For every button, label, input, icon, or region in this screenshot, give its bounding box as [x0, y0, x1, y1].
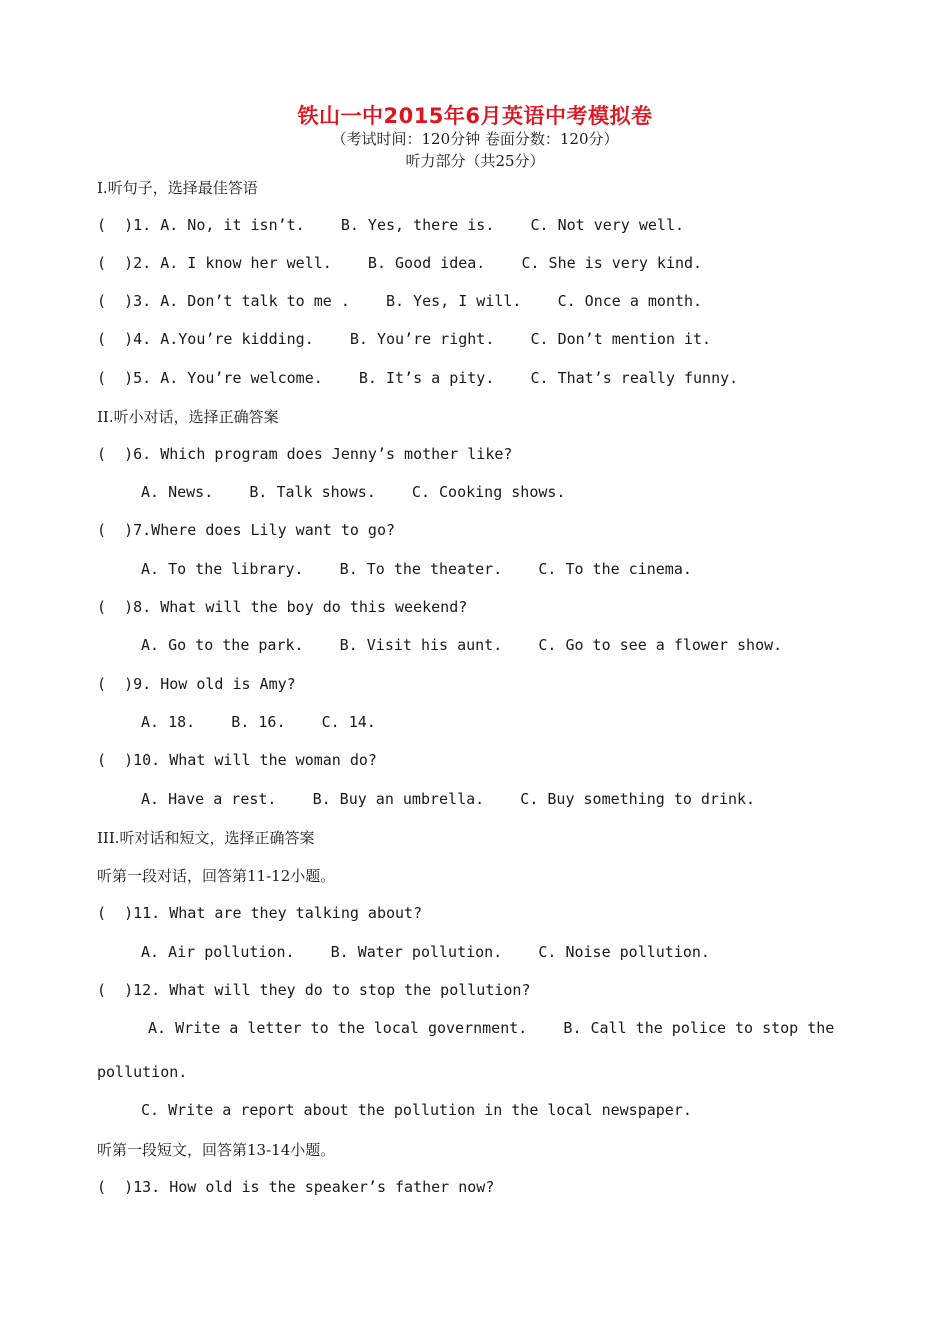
question-8: ( )8. What will the boy do this weekend?	[97, 598, 468, 616]
question-6: ( )6. Which program does Jenny’s mother like?	[97, 445, 513, 463]
question-1: ( )1. A. No, it isn’t. B. Yes, there is. C. Not very well.	[97, 216, 684, 234]
question-12-options-ab: A. Write a letter to the local government. B. Call the police to stop the	[148, 1019, 835, 1037]
question-2: ( )2. A. I know her well. B. Good idea. C. She is very kind.	[97, 254, 703, 272]
listening-section-title: 听力部分（共25分）	[405, 152, 545, 170]
exam-title: 铁山一中2015年6月英语中考模拟卷	[297, 104, 653, 128]
question-10: ( )10. What will the woman do?	[97, 751, 377, 769]
exam-info: （考试时间：120分钟 卷面分数：120分）	[331, 130, 619, 148]
question-12-option-c: C. Write a report about the pollution in the local newspaper.	[141, 1101, 692, 1119]
section-2-heading: II.听小对话，选择正确答案	[97, 408, 279, 426]
dialog-intro: 听第一段对话，回答第11-12小题。	[97, 867, 336, 885]
question-7: ( )7.Where does Lily want to go?	[97, 521, 396, 539]
question-11-options: A. Air pollution. B. Water pollution. C. Noise pollution.	[141, 943, 710, 961]
question-10-options: A. Have a rest. B. Buy an umbrella. C. Buy something to drink.	[141, 790, 756, 808]
question-9: ( )9. How old is Amy?	[97, 675, 296, 693]
question-13: ( )13. How old is the speaker’s father now?	[97, 1178, 495, 1196]
question-9-options: A. 18. B. 16. C. 14.	[141, 713, 376, 731]
section-3-heading: III.听对话和短文，选择正确答案	[97, 829, 315, 847]
passage-intro: 听第一段短文，回答第13-14小题。	[97, 1141, 336, 1159]
question-5: ( )5. A. You’re welcome. B. It’s a pity. C. That’s really funny.	[97, 369, 739, 387]
question-12-options-ab-continued: pollution.	[97, 1063, 188, 1081]
question-7-options: A. To the library. B. To the theater. C. To the cinema.	[141, 560, 692, 578]
question-12: ( )12. What will they do to stop the pollution?	[97, 981, 531, 999]
question-11: ( )11. What are they talking about?	[97, 904, 423, 922]
question-6-options: A. News. B. Talk shows. C. Cooking shows.	[141, 483, 566, 501]
question-3: ( )3. A. Don’t talk to me . B. Yes, I will. C. Once a month.	[97, 292, 703, 310]
question-8-options: A. Go to the park. B. Visit his aunt. C. Go to see a flower show.	[141, 636, 783, 654]
section-1-heading: I.听句子，选择最佳答语	[97, 179, 258, 197]
question-4: ( )4. A.You’re kidding. B. You’re right. C. Don’t mention it.	[97, 330, 712, 348]
